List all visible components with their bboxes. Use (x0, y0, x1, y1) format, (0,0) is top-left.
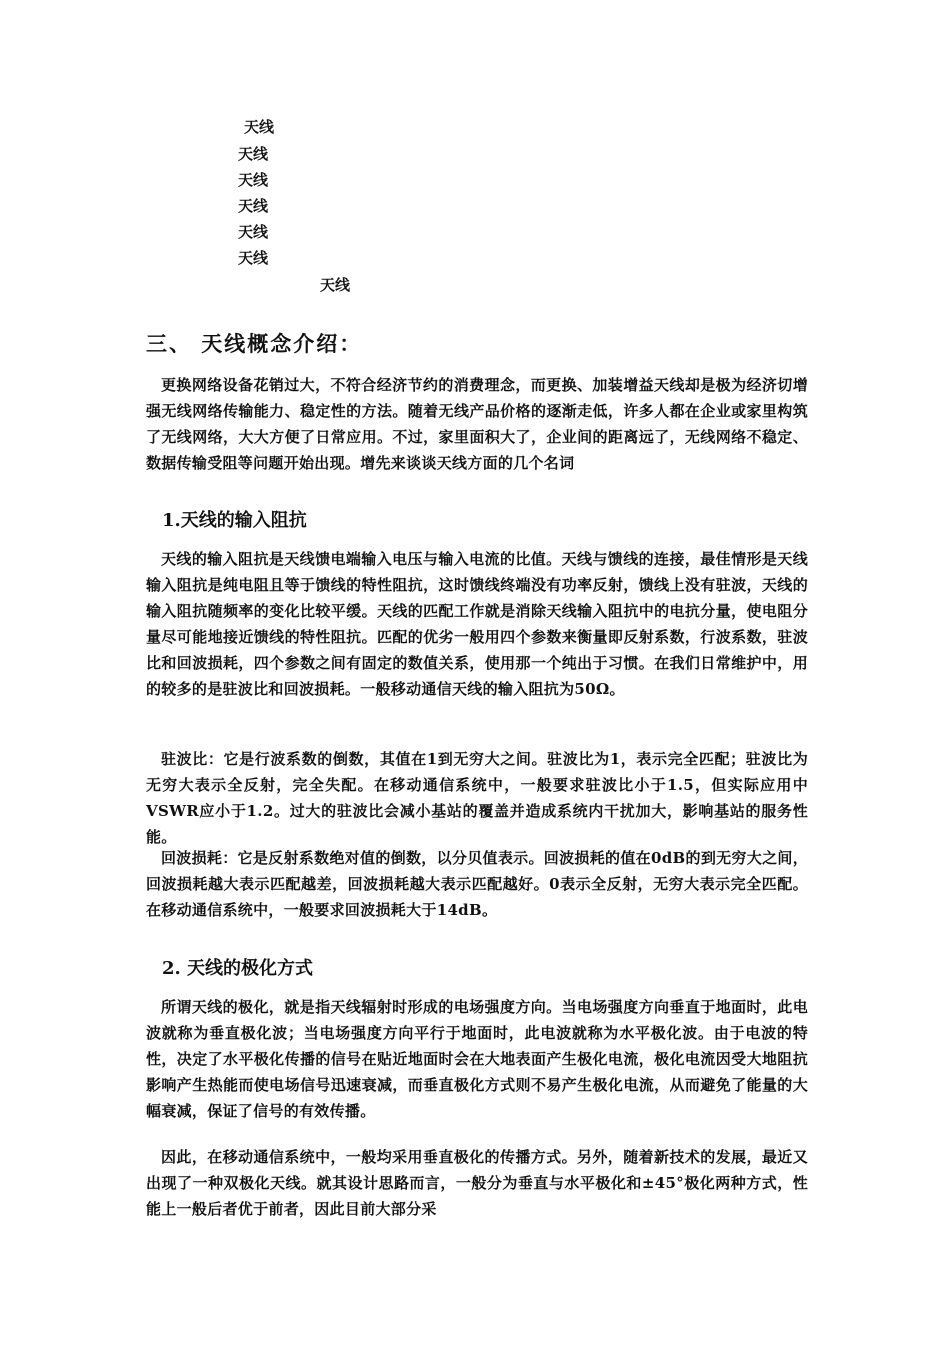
toc-item: 天线 (238, 249, 269, 267)
impedance-paragraph: 天线的输入阻抗是天线馈电端输入电压与输入电流的比值。天线与馈线的连接，最佳情形是天线输入阻抗是纯电阻且等于馈线的特性阻抗，这时馈线终端没有功率反射，馈线上没有驻波，天线的输入阻抗随频率的变化比较平缓。天线的匹配工作就是消除天线输入阻抗中的电抗分量，使电阻分量尽可能地接近馈线的特性阻抗。匹配的优劣一般用四个参数来衡量即反射系数，行波系数，驻波比和回波损耗，四个参数之间有固定的数值关系，使用那一个纯出于习惯。在我们日常维护中，用的较多的是驻波比和回波损耗。一般移动通信天线的输入阻抗为50Ω。 (146, 550, 808, 698)
dual-polarization-paragraph: 因此，在移动通信系统中，一般均采用垂直极化的传播方式。另外，随着新技术的发展，最近又出现了一种双极化天线。就其设计思路而言，一般分为垂直与水平极化和±45°极化两种方式，性能上一般后者优于前者，因此目前大部分采 (146, 1148, 808, 1218)
toc-item: 天线 (238, 171, 269, 189)
toc-item: 天线 (244, 118, 275, 136)
toc-item: 天线 (320, 276, 351, 294)
intro-paragraph: 更换网络设备花销过大，不符合经济节约的消费理念，而更换、加装增益天线却是极为经济切增强无线网络传输能力、稳定性的方法。随着无线产品价格的逐渐走低，许多人都在企业或家里构筑了无线网络，大大方便了日常应用。不过，家里面积大了，企业间的距离远了，无线网络不稳定、数据传输受阻等问题开始出现。增先来谈谈天线方面的几个名词 (146, 376, 808, 472)
vswr-paragraph: 驻波比：它是行波系数的倒数，其值在1到无穷大之间。驻波比为1，表示完全匹配；驻波比为无穷大表示全反射，完全失配。在移动通信系统中，一般要求驻波比小于1.5，但实际应用中VSWR应小于1.2。过大的驻波比会减小基站的覆盖并造成系统内干扰加大，影响基站的服务性能。 (146, 750, 808, 846)
toc-item: 天线 (238, 223, 269, 241)
section-title: 三、 天线概念介绍： (146, 331, 363, 356)
polarization-paragraph: 所谓天线的极化，就是指天线辐射时形成的电场强度方向。当电场强度方向垂直于地面时，此电波就称为垂直极化波；当电场强度方向平行于地面时，此电波就称为水平极化波。由于电波的特性，决定了水平极化传播的信号在贴近地面时会在大地表面产生极化电流，极化电流因受大地阻抗影响产生热能而使电场信号迅速衰减，而垂直极化方式则不易产生极化电流，从而避免了能量的大幅衰减，保证了信号的有效传播。 (146, 998, 808, 1120)
toc-item: 天线 (238, 197, 269, 215)
toc-item: 天线 (238, 145, 269, 163)
subheading-polarization: 2. 天线的极化方式 (162, 958, 314, 979)
subheading-input-impedance: 1.天线的输入阻抗 (162, 510, 307, 531)
return-loss-paragraph: 回波损耗：它是反射系数绝对值的倒数，以分贝值表示。回波损耗的值在0dB的到无穷大之间，回波损耗越大表示匹配越差，回波损耗越大表示匹配越好。0表示全反射，无穷大表示完全匹配。在移动通信系统中，一般要求回波损耗大于14dB。 (146, 849, 808, 919)
